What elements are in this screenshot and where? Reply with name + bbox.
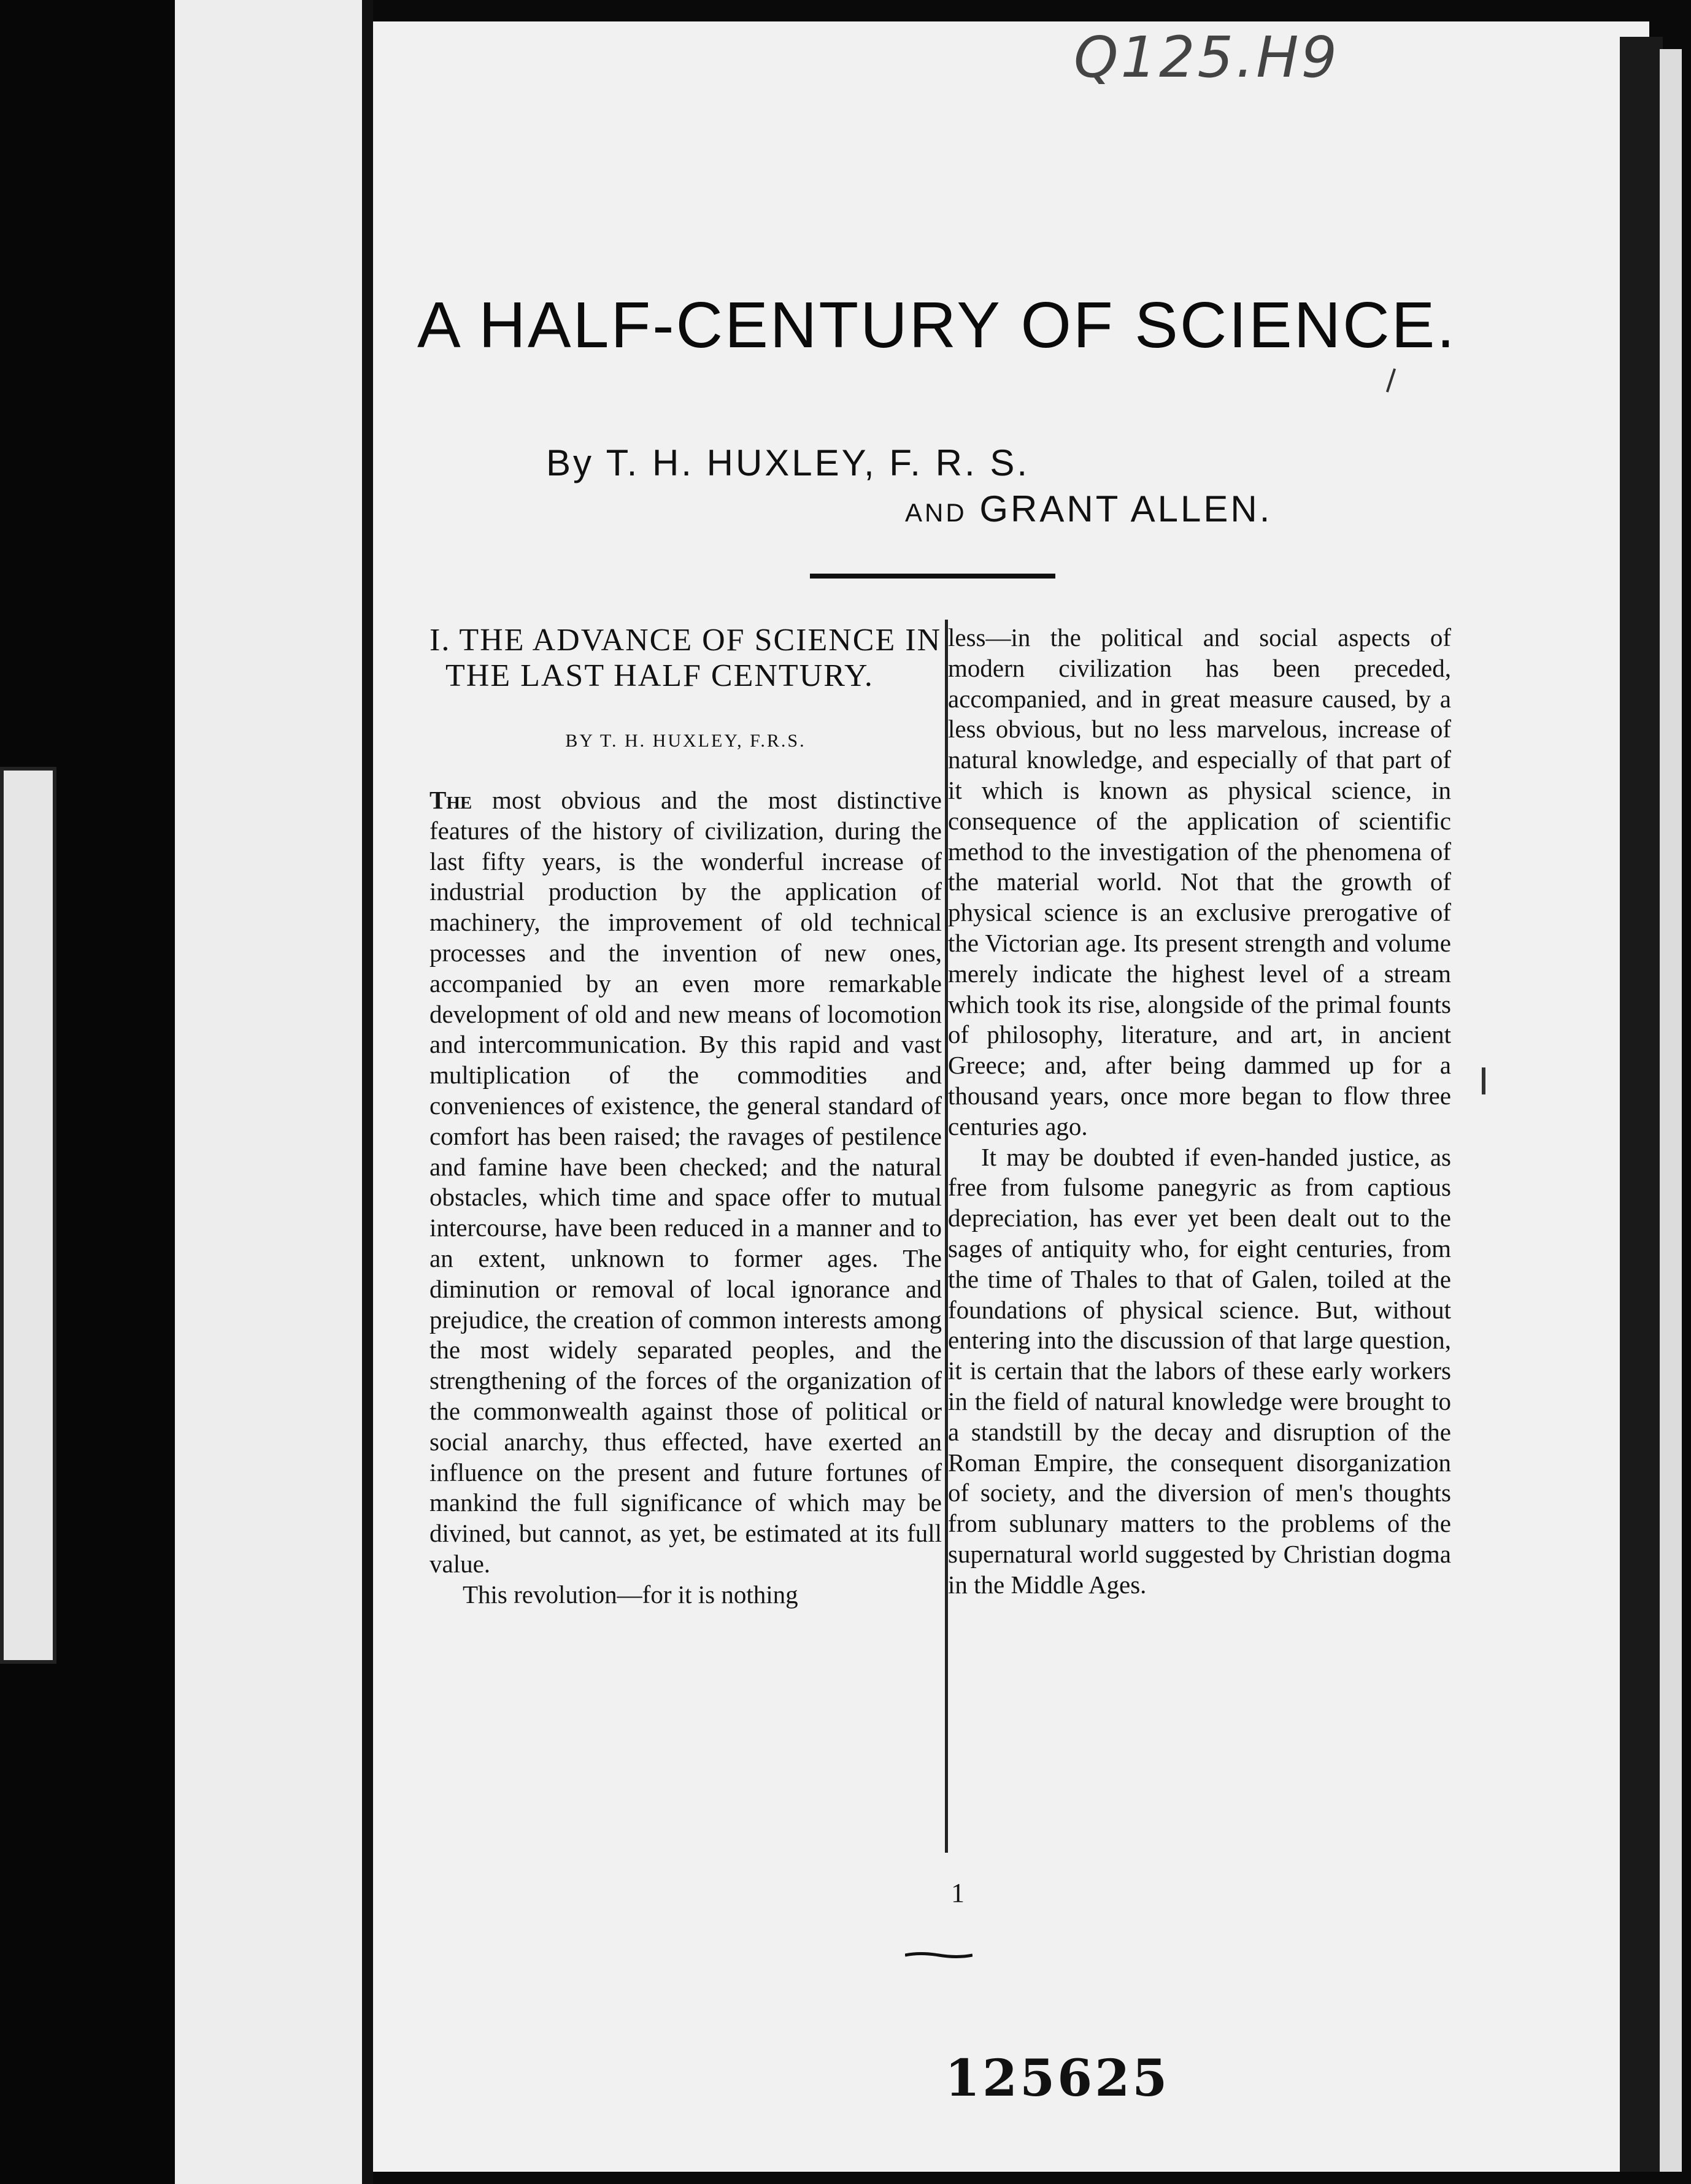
binding-edge — [1620, 37, 1663, 2172]
page-stack-edge — [1660, 49, 1682, 2172]
section-heading: I. THE ADVANCE OF SCIENCE IN THE LAST HALF CENTURY. — [429, 623, 942, 693]
body-paragraph-1 — [429, 785, 942, 1580]
byline-secondary: and GRANT ALLEN. — [905, 488, 1273, 529]
body-paragraph-3: It may be doubted if even-handed justice, as free from fulsome panegyric as from captious depreciation, has ever yet been dealt out to the sages of antiquity who, for eight centuries, from the time of Thales to that of Galen, toiled at the foundations of physical science. But, without entering into the discussion of that large question, it is certain that the labors of these early workers in the field of natural knowledge were brought to a standstill by the decay and disruption of the Roman Empire, the consequent disorganization of society, and the diversion of men's thoughts from sublunary matters to the problems of the supernatural world suggested by Christian dogma in the Middle Ages. — [948, 1142, 1451, 1599]
handwritten-call-number: Q125.H9 — [1074, 25, 1339, 90]
right-column — [948, 623, 1451, 1601]
body-paragraph-2-continued: less—in the political and social aspects of modern civilization has been preceded, accompanied, and in great measure caused, by a less obvious, but no less marvelous, increase of natural knowledge, and especially of that part of it which is known as physical science, in consequence of the application of scientific method to the investigation of the phenomena of the material world. Not that the growth of physical science is an exclusive prerogative of the Victorian age. Its present strength and volume merely indicate the highest level of a stream which took its rise, alongside of the primal founts of philosophy, literature, and art, in ancient Greece; and, after being dammed up for a thousand years, once more began to flow three centuries ago. — [948, 623, 1451, 1140]
paragraph-1-text: most obvious and the most distinctive features of the history of civilization, during the last fifty years, is the wonderful increase of industrial production by the application of machinery, the improvement of old technical processes and the invention of new ones, accompanied by an even more remarkable development of old and new means of locomotion and intercommunication. By this rapid and vast multiplication of the commodities and conveniences of existence, the general standard of comfort has been raised; the ravages of pestilence and famine have been checked; and the natural obstacles, which time and space offer to mutual intercourse, have been reduced in a manner and to an extent, unknown to former ages. The diminution or removal of local ignorance and prejudice, the creation of common interests among the most widely separated peoples, and the strengthening of the forces of the organization of the commonwealth against those of political or social anarchy, thus effected, have exerted an influence on the present and future fortunes of mankind the full significance of which may be divined, but cannot, as yet, be estimated at its full value. — [429, 786, 942, 1578]
byline-primary: By T. H. HUXLEY, F. R. S. — [546, 442, 1030, 483]
page-title: A HALF-CENTURY OF SCIENCE. — [417, 289, 1457, 361]
accession-number: 125625 — [945, 2049, 1170, 2108]
inserted-slip — [0, 767, 56, 1664]
title-rule — [810, 574, 1055, 579]
body-paragraph-2-start: This revolution—for it is nothing — [463, 1580, 798, 1609]
page-number: 1 — [951, 1878, 965, 1908]
left-column — [429, 623, 942, 1610]
section-byline: BY T. H. HUXLEY, F.R.S. — [565, 731, 806, 751]
ornament-dash-icon — [905, 1951, 973, 1959]
facing-page-edge — [175, 0, 373, 2184]
lead-word: The — [429, 786, 472, 814]
margin-mark — [1482, 1067, 1485, 1094]
